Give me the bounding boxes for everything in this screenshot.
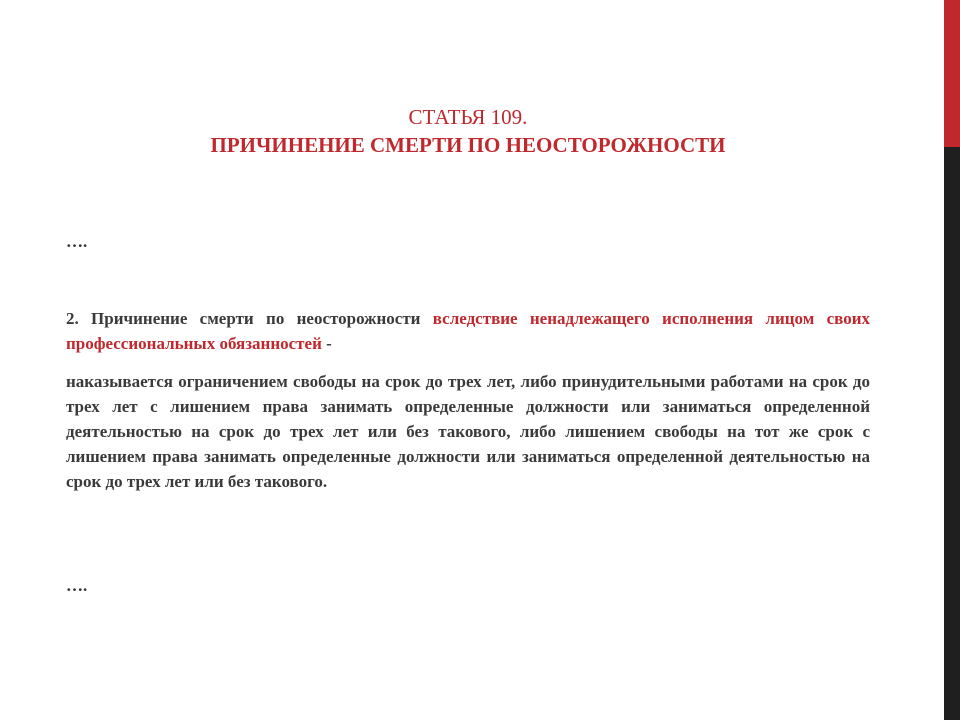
sidebar-accent-red xyxy=(944,0,960,147)
ellipsis-bottom: …. xyxy=(66,576,88,595)
sidebar-accent-dark xyxy=(944,147,960,720)
clause-tail-text: - xyxy=(321,334,332,353)
title-article-number: СТАТЬЯ 109. xyxy=(408,105,528,129)
clause-paragraph xyxy=(66,306,870,356)
clause-lead-text: 2. Причинение смерти по неосторожности xyxy=(66,309,433,328)
title-article-name: ПРИЧИНЕНИЕ СМЕРТИ ПО НЕОСТОРОЖНОСТИ xyxy=(210,133,726,157)
ellipsis-top: …. xyxy=(66,232,88,251)
slide-title xyxy=(0,103,936,159)
sanction-paragraph: наказывается ограничением свободы на срок до трех лет, либо принудительными работами на срок до трех лет с лишением права занимать определенные должности или заниматься определенной деятельностью на срок до трех лет или без такового, либо лишением свободы на тот же срок с лишением права занимать определенные должности или заниматься определенной деятельностью на срок до трех лет или без такового. xyxy=(66,372,870,491)
clause-highlighted-text: вследствие ненадлежащего исполнения лицом своих профессиональных обязанностей xyxy=(66,309,870,353)
